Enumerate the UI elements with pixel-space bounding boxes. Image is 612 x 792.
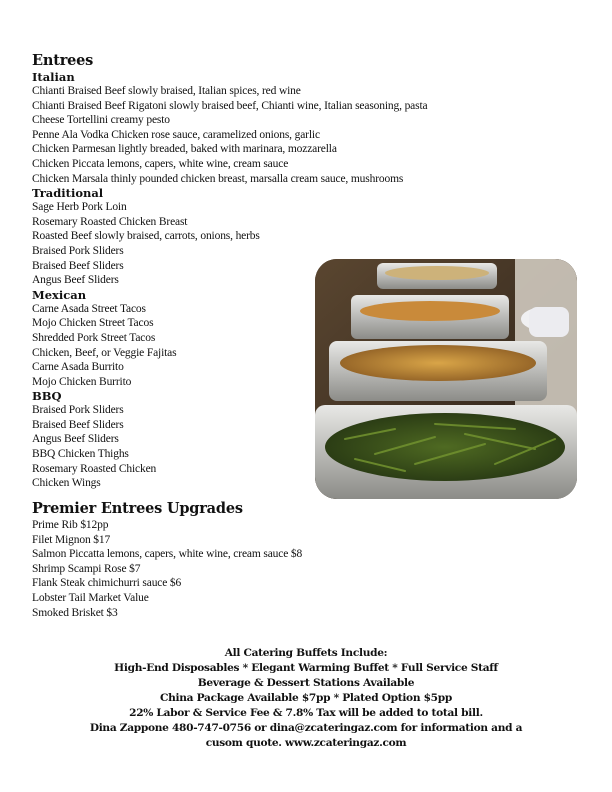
buffet-photo (315, 259, 577, 499)
premier-item: Shrimp Scampi Rose $7 (32, 562, 141, 575)
menu-item: Chicken Piccata lemons, capers, white wine, cream sauce (32, 157, 289, 170)
premier-item: Smoked Brisket $3 (32, 606, 118, 619)
footer-info (0, 646, 612, 751)
menu-item: Chicken Marsala thinly pounded chicken breast, marsalla cream sauce, mushrooms (32, 172, 404, 185)
menu-item: Carne Asada Street Tacos (32, 302, 146, 315)
group-title-traditional: Traditional (32, 186, 104, 201)
group-italian (32, 70, 432, 186)
group-title-italian: Italian (32, 70, 75, 84)
menu-item: Roasted Beef slowly braised, carrots, onions, herbs (32, 230, 260, 243)
menu-item: Cheese Tortellini creamy pesto (32, 114, 170, 127)
menu-item: Angus Beef Sliders (32, 433, 119, 446)
premier-item: Lobster Tail Market Value (32, 591, 149, 604)
footer-line: All Catering Buffets Include: (224, 647, 388, 659)
footer-line: cusom quote. www.zcateringaz.com (205, 737, 407, 749)
menu-item: Chicken Parmesan lightly breaded, baked with marinara, mozzarella (32, 143, 337, 156)
menu-item: Braised Beef Sliders (32, 418, 124, 431)
menu-item: Braised Pork Sliders (32, 404, 124, 417)
group-title-mexican: Mexican (32, 287, 87, 302)
footer-line: Dina Zappone 480-747-0756 or dina@zcateringaz.com for information and a (89, 722, 523, 734)
group-title-bbq: BBQ (32, 389, 62, 404)
menu-item: Mojo Chicken Street Tacos (32, 317, 154, 330)
premier-item: Filet Mignon $17 (32, 533, 111, 546)
entrees-title: Entrees (32, 52, 94, 69)
menu-item: Sage Herb Pork Loin (32, 201, 127, 214)
premier-item: Prime Rib $12pp (32, 519, 109, 531)
menu-item: Braised Beef Sliders (32, 259, 124, 272)
menu-item: Chicken Wings (32, 477, 101, 490)
footer-line: China Package Available $7pp * Plated Option $5pp (160, 692, 452, 704)
menu-item: Chianti Braised Beef slowly braised, Italian spices, red wine (32, 85, 301, 97)
menu-item: Chicken, Beef, or Veggie Fajitas (32, 346, 177, 359)
menu-item: Mojo Chicken Burrito (32, 375, 132, 388)
footer-line: 22% Labor & Service Fee & 7.8% Tax will be added to total bill. (129, 707, 483, 719)
premier-section (32, 500, 432, 620)
menu-item: Rosemary Roasted Chicken (32, 462, 157, 475)
footer-line: Beverage & Dessert Stations Available (197, 677, 415, 689)
menu-item: Penne Ala Vodka Chicken rose sauce, caramelized onions, garlic (32, 128, 320, 141)
menu-item: Shredded Pork Street Tacos (32, 331, 156, 344)
menu-item: Braised Pork Sliders (32, 244, 124, 257)
menu-item: Carne Asada Burrito (32, 361, 124, 374)
premier-item: Salmon Piccatta lemons, capers, white wine, cream sauce $8 (32, 548, 303, 561)
menu-item: Chianti Braised Beef Rigatoni slowly braised beef, Chianti wine, Italian seasoning, pasta (32, 99, 428, 112)
menu-item: Angus Beef Sliders (32, 274, 119, 287)
menu-item: Rosemary Roasted Chicken Breast (32, 215, 188, 228)
premier-title: Premier Entrees Upgrades (32, 500, 243, 517)
footer-line: High-End Disposables * Elegant Warming Buffet * Full Service Staff (114, 662, 498, 674)
premier-item: Flank Steak chimichurri sauce $6 (32, 577, 182, 590)
menu-item: BBQ Chicken Thighs (32, 448, 129, 461)
